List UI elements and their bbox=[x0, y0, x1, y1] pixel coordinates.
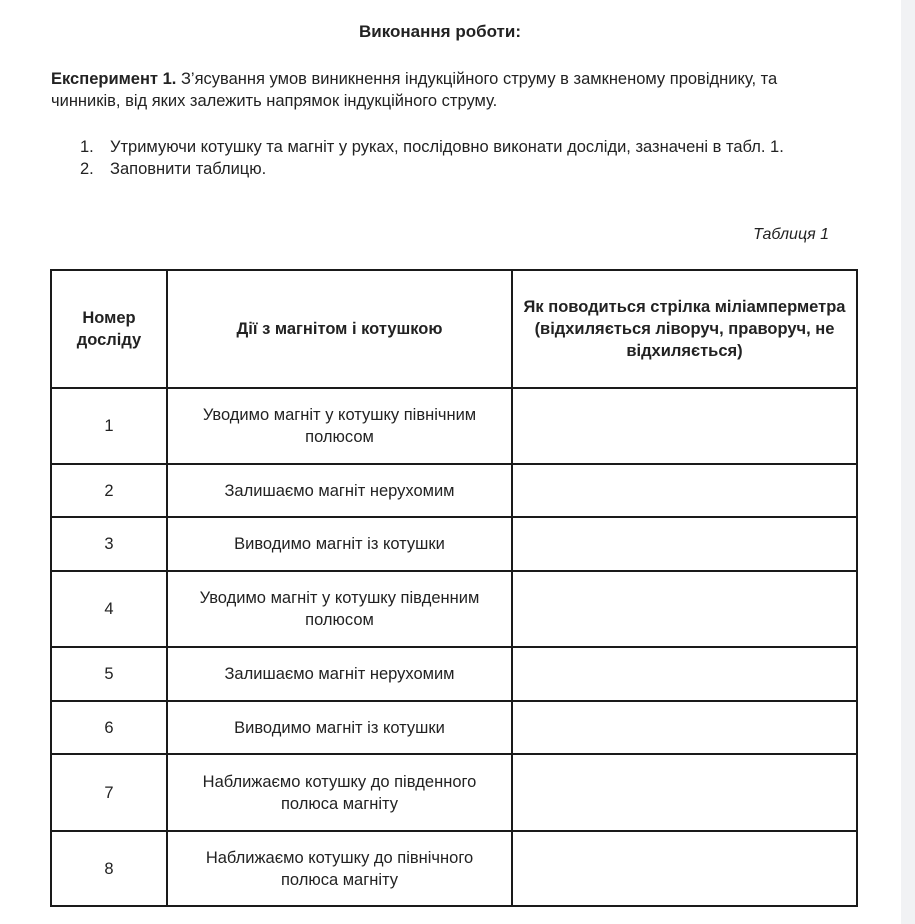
row-action: Уводимо магніт у котушку південним полюсом bbox=[167, 571, 512, 647]
table-row bbox=[51, 831, 857, 906]
row-result-cell[interactable] bbox=[512, 701, 857, 754]
header-needle-behavior: Як поводиться стрілка міліамперметра (відхиляється ліворуч, праворуч, не відхиляється) bbox=[512, 270, 857, 388]
row-action: Уводимо магніт у котушку північним полюсом bbox=[167, 388, 512, 464]
row-number: 6 bbox=[51, 701, 167, 754]
row-number: 3 bbox=[51, 517, 167, 571]
row-result-cell[interactable] bbox=[512, 831, 857, 906]
table-row bbox=[51, 754, 857, 831]
instruction-text: Утримуючи котушку та магніт у руках, послідовно виконати досліди, зазначені в табл. 1. bbox=[110, 138, 784, 156]
experiment-label: Експеримент 1. bbox=[51, 70, 177, 88]
row-number: 2 bbox=[51, 464, 167, 517]
row-number: 4 bbox=[51, 571, 167, 647]
row-action: Наближаємо котушку до північного полюса магніту bbox=[167, 831, 512, 906]
page-margin-strip bbox=[901, 0, 915, 924]
row-result-cell[interactable] bbox=[512, 464, 857, 517]
table-caption: Таблиця 1 bbox=[753, 226, 829, 243]
table-row bbox=[51, 517, 857, 571]
header-actions: Дії з магнітом і котушкою bbox=[167, 270, 512, 388]
instruction-list bbox=[80, 136, 840, 180]
row-action: Виводимо магніт із котушки bbox=[167, 701, 512, 754]
row-action: Виводимо магніт із котушки bbox=[167, 517, 512, 571]
instruction-number: 2. bbox=[80, 160, 94, 178]
instruction-item bbox=[80, 136, 840, 158]
experiment-intro bbox=[51, 68, 831, 112]
experiment-table bbox=[50, 269, 858, 907]
row-result-cell[interactable] bbox=[512, 754, 857, 831]
table-row bbox=[51, 388, 857, 464]
instruction-text: Заповнити таблицю. bbox=[110, 160, 267, 178]
table-row bbox=[51, 647, 857, 701]
table-header-row bbox=[51, 270, 857, 388]
row-result-cell[interactable] bbox=[512, 388, 857, 464]
row-number: 5 bbox=[51, 647, 167, 701]
row-number: 1 bbox=[51, 388, 167, 464]
header-experiment-number: Номер досліду bbox=[51, 270, 167, 388]
row-result-cell[interactable] bbox=[512, 517, 857, 571]
row-number: 7 bbox=[51, 754, 167, 831]
instruction-item bbox=[80, 158, 840, 180]
table-row bbox=[51, 571, 857, 647]
row-result-cell[interactable] bbox=[512, 571, 857, 647]
page-heading: Виконання роботи: bbox=[359, 22, 521, 41]
experiment-description: З’ясування умов виникнення індукційного струму в замкненому провіднику, та чинників, від яких залежить напрямок індукційного струму. bbox=[51, 70, 778, 110]
table-row bbox=[51, 464, 857, 517]
instruction-number: 1. bbox=[80, 138, 94, 156]
row-action: Наближаємо котушку до південного полюса магніту bbox=[167, 754, 512, 831]
row-number: 8 bbox=[51, 831, 167, 906]
row-result-cell[interactable] bbox=[512, 647, 857, 701]
row-action: Залишаємо магніт нерухомим bbox=[167, 647, 512, 701]
row-action: Залишаємо магніт нерухомим bbox=[167, 464, 512, 517]
table-row bbox=[51, 701, 857, 754]
